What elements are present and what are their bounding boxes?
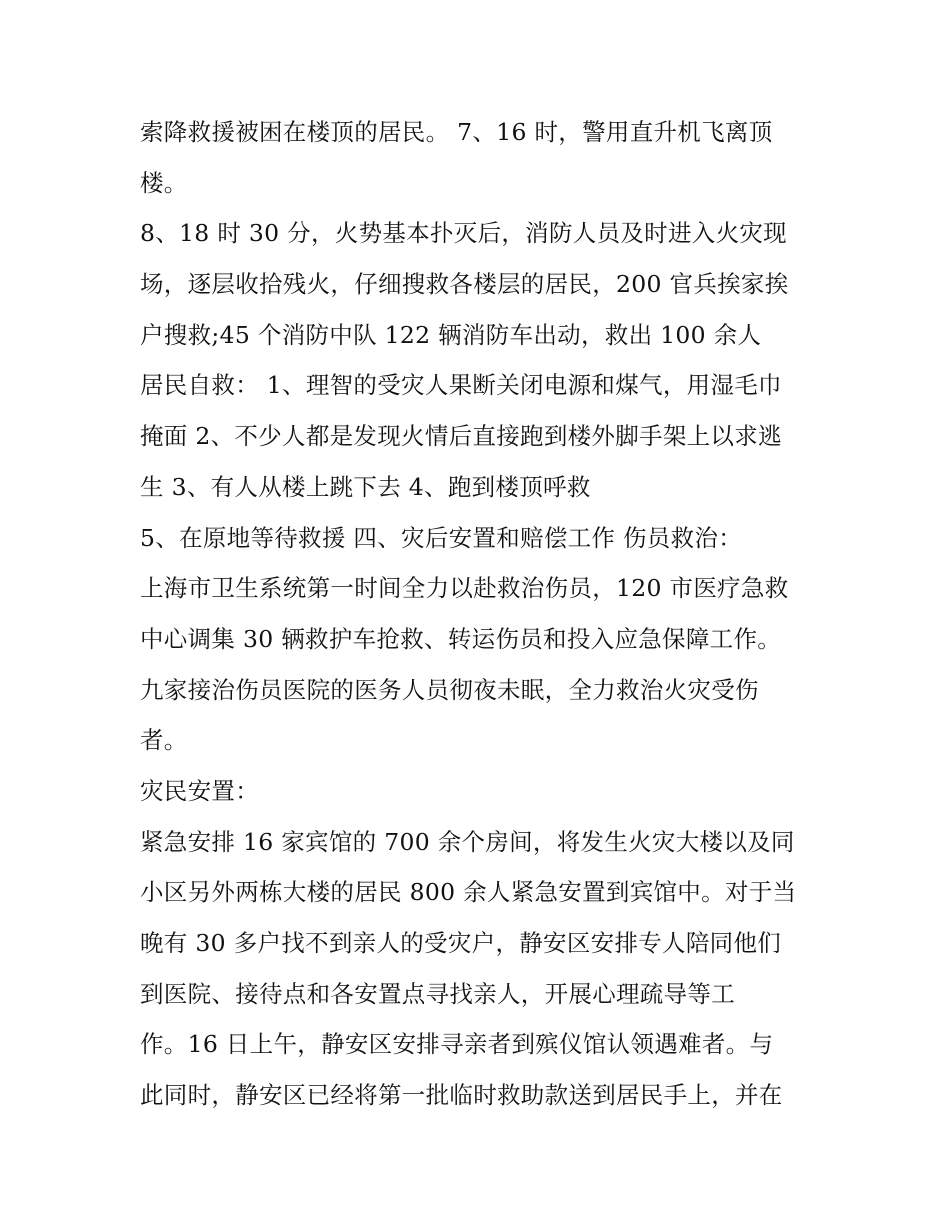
text-line: 场，逐层收拾残火，仔细搜救各楼层的居民，200 官兵挨家挨 xyxy=(140,270,789,299)
text-line: 到医院、接待点和各安置点寻找亲人，开展心理疏导等工 xyxy=(140,979,735,1008)
text-line: 掩面 2、不少人都是发现火情后直接跑到楼外脚手架上以求逃 xyxy=(140,422,782,451)
text-line: 楼。 xyxy=(140,168,188,197)
text-line: 居民自救： 1、理智的受灾人果断关闭电源和煤气，用湿毛巾 xyxy=(140,371,782,400)
text-line: 中心调集 30 辆救护车抢救、转运伤员和投入应急保障工作。 xyxy=(140,624,782,653)
text-line: 小区另外两栋大楼的居民 800 余人紧急安置到宾馆中。对于当 xyxy=(140,878,797,907)
text-line: 紧急安排 16 家宾馆的 700 余个房间，将发生火灾大楼以及同 xyxy=(140,827,795,856)
text-line: 户搜救;45 个消防中队 122 辆消防车出动，救出 100 余人 xyxy=(140,320,762,349)
text-line: 晚有 30 多户找不到亲人的受灾户，静安区安排专人陪同他们 xyxy=(140,929,782,957)
section-heading: 灾民安置： xyxy=(140,776,259,805)
text-line: 5、在原地等待救援 四、灾后安置和赔偿工作 伤员救治： xyxy=(140,523,742,552)
text-line: 九家接治伤员医院的医务人员彻夜未眠，全力救治火灾受伤 xyxy=(140,675,759,704)
text-line: 上海市卫生系统第一时间全力以赴救治伤员，120 市医疗急救 xyxy=(140,574,789,603)
text-line: 作。16 日上午，静安区安排寻亲者到殡仪馆认领遇难者。与 xyxy=(140,1030,774,1059)
text-line: 索降救援被困在楼顶的居民。 7、16 时，警用直升机飞离顶 xyxy=(140,118,773,146)
text-line: 者。 xyxy=(140,726,188,755)
text-line: 生 3、有人从楼上跳下去 4、跑到楼顶呼救 xyxy=(140,472,591,501)
document-body xyxy=(140,107,830,1121)
text-line: 8、18 时 30 分，火势基本扑灭后，消防人员及时进入火灾现 xyxy=(140,219,787,248)
text-line: 此同时，静安区已经将第一批临时救助款送到居民手上，并在 xyxy=(140,1081,783,1110)
